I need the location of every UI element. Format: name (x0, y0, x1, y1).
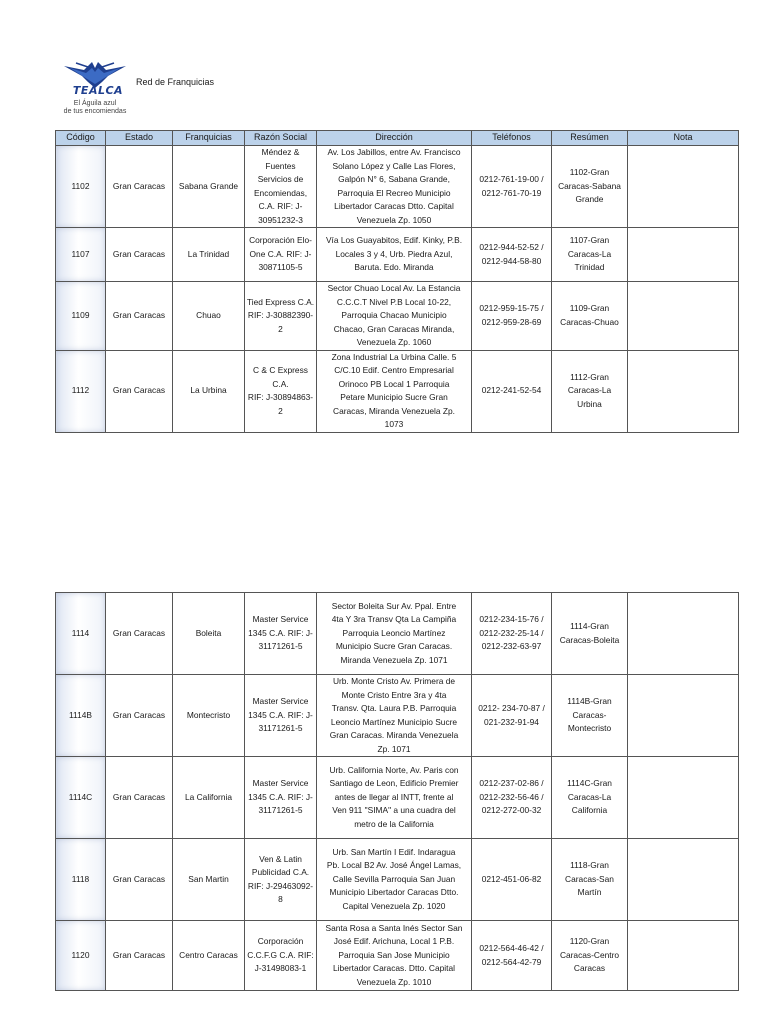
cell-telefonos-line: 0212-451-06-82 (481, 873, 542, 884)
cell-direccion-line: Venezuela Zp. 1010 (356, 976, 432, 987)
cell-razon-social-line: One C.A. RIF: J- (249, 248, 312, 259)
cell-codigo: 1112 (56, 350, 106, 432)
cell-franquicia: Sabana Grande (173, 146, 245, 228)
cell-direccion-line: Urb. San Martín I Edif. Indaragua (332, 846, 456, 857)
cell-telefonos (472, 675, 552, 757)
cell-direccion-line: Orinoco PB Local 1 Parroquia (338, 378, 450, 389)
cell-resumen (552, 146, 628, 228)
cell-direccion-line: Gran Caracas. Miranda Venezuela (329, 730, 459, 740)
cell-resumen (552, 675, 628, 757)
table-row (56, 146, 739, 228)
cell-nota (628, 146, 739, 228)
cell-direccion-line: Locales 3 y 4, Urb. Piedra Azul, (335, 248, 453, 259)
cell-razon-social-line: 30951232-3 (258, 214, 303, 225)
column-header-franquicias: Franquicias (173, 131, 245, 146)
cell-razon-social-line: 1345 C.A. RIF: J- (248, 791, 313, 802)
cell-estado: Gran Caracas (106, 757, 173, 839)
cell-resumen-line: Caracas- (572, 709, 607, 720)
cell-franquicia: Montecristo (173, 675, 245, 757)
cell-direccion (317, 146, 472, 228)
cell-direccion (317, 921, 472, 991)
cell-direccion-line: Libertador Caracas. Dtto. Capital (333, 963, 455, 974)
cell-razon-social-line: C.A. (272, 378, 289, 389)
cell-franquicia: Boleita (173, 593, 245, 675)
cell-razon-social (245, 921, 317, 991)
cell-razon-social-line: C.C.F.G C.A. RIF: (247, 949, 314, 960)
cell-razon-social-line: Master Service (252, 696, 309, 707)
cell-franquicia: Centro Caracas (173, 921, 245, 991)
column-header-resumen: Resúmen (552, 131, 628, 146)
logo-slogan-line1: El Águila azul (73, 100, 117, 107)
cell-razon-social-line: Servicios de (257, 174, 304, 184)
cell-direccion-line: Venezuela Zp. 1050 (356, 214, 432, 225)
cell-resumen-line: 1109-Gran (569, 303, 610, 314)
cell-telefonos-line: 0212-237-02-86 / (479, 778, 544, 789)
cell-direccion-line: Chacao, Gran Caracas Miranda, (333, 323, 455, 334)
cell-estado: Gran Caracas (106, 146, 173, 228)
cell-direccion-line: Ven 911 "SIMA" a una cuadra del (332, 805, 456, 816)
cell-direccion-line: Parroquia San Jose Municipio (338, 949, 450, 960)
cell-estado: Gran Caracas (106, 675, 173, 757)
cell-resumen-line: 1118-Gran (570, 860, 609, 871)
table-row (56, 282, 739, 351)
cell-razon-social (245, 675, 317, 757)
cell-telefonos (472, 146, 552, 228)
cell-razon-social-line: Méndez & (261, 147, 300, 157)
cell-resumen-line: California (571, 805, 608, 816)
cell-telefonos-line: 0212-232-56-46 / (479, 791, 544, 802)
cell-razon-social-line: C & C Express (253, 365, 308, 375)
cell-direccion (317, 593, 472, 675)
cell-resumen-line: Caracas-Chuao (560, 316, 619, 327)
cell-razon-social-line: 1345 C.A. RIF: J- (248, 627, 313, 638)
cell-razon-social-line: RIF: J-30894863- (247, 392, 314, 402)
cell-telefonos (472, 593, 552, 675)
cell-direccion-line: metro de la California (354, 818, 434, 829)
cell-razon-social (245, 282, 317, 351)
cell-direccion-line: Solano López y Calle Las Flores, (332, 160, 456, 171)
column-header-estado: Estado (106, 131, 173, 146)
cell-resumen-line: Grande (575, 194, 604, 205)
cell-resumen-line: Caracas (573, 963, 606, 974)
cell-resumen-line: 1114-Gran (570, 621, 609, 631)
cell-estado: Gran Caracas (106, 228, 173, 282)
cell-franquicia: San Martin (173, 839, 245, 921)
cell-estado: Gran Caracas (106, 839, 173, 921)
cell-direccion-line: Libertador Caracas Dtto. Capital (334, 201, 454, 211)
cell-direccion-line: 1073 (384, 419, 404, 429)
cell-direccion-line: Sector Chuao Local Av. La Estancia (327, 283, 461, 293)
cell-telefonos-line: 021-232-91-94 (484, 716, 539, 727)
cell-direccion-line: Parroquia Leoncio Martínez (342, 627, 446, 638)
cell-direccion (317, 350, 472, 432)
cell-razon-social (245, 839, 317, 921)
cell-resumen (552, 228, 628, 282)
cell-telefonos-line: 0212-944-52-52 / (479, 242, 544, 252)
cell-direccion-line: Santiago de Leon, Edificio Premier (329, 778, 459, 789)
column-header-codigo: Código (56, 131, 106, 146)
cell-direccion-line: Caracas, Miranda Venezuela Zp. (333, 405, 455, 416)
table-row (56, 839, 739, 921)
cell-razon-social-line: RIF: J-30882390- (247, 310, 314, 320)
cell-direccion-line: Galpón N° 6, Sabana Grande, (338, 174, 450, 184)
cell-franquicia: La California (173, 757, 245, 839)
cell-direccion-line: Santa Rosa a Santa Inés Sector San (325, 922, 463, 933)
cell-resumen-line: Caracas-Sabana (558, 180, 621, 191)
franchise-table-1 (55, 130, 739, 433)
cell-razon-social-line: 1345 C.A. RIF: J- (248, 709, 313, 720)
cell-telefonos (472, 839, 552, 921)
cell-razon-social-line: Publicidad C.A. (251, 867, 310, 877)
cell-direccion-line: antes de llegar al INTT, frente al (334, 791, 454, 802)
cell-telefonos-line: 0212-944-58-80 (481, 255, 542, 266)
cell-telefonos-line: 0212-232-63-97 (481, 641, 542, 652)
cell-resumen-line: 1107-Gran (569, 235, 610, 246)
cell-codigo: 1114B (56, 675, 106, 757)
cell-codigo: 1114 (56, 593, 106, 675)
logo-wordmark: TEALCA (72, 84, 124, 97)
cell-direccion (317, 675, 472, 757)
cell-resumen-line: Caracas-La (567, 791, 612, 802)
cell-codigo: 1114C (56, 757, 106, 839)
cell-telefonos-line: 0212-232-25-14 / (479, 627, 544, 638)
cell-razon-social-line: RIF: J-29463092- (247, 880, 314, 891)
cell-razon-social (245, 146, 317, 228)
cell-razon-social-line: 31171261-5 (258, 723, 303, 734)
cell-razon-social (245, 593, 317, 675)
cell-resumen (552, 839, 628, 921)
cell-telefonos-line: 0212-761-70-19 (481, 187, 542, 198)
cell-resumen-line: Urbina (577, 398, 602, 409)
cell-razon-social-line: 2 (278, 323, 283, 334)
cell-razon-social-line: Encomiendas, (253, 187, 308, 198)
cell-razon-social-line: Corporación Elo- (249, 235, 312, 246)
cell-direccion-line: C.C.C.T Nivel P.B Local 10-22, (336, 296, 452, 307)
cell-razon-social-line: Corporación (257, 936, 304, 947)
cell-resumen (552, 593, 628, 675)
column-header-nota: Nota (628, 131, 739, 146)
cell-nota (628, 757, 739, 839)
cell-resumen-line: Caracas-San (565, 873, 614, 884)
cell-telefonos-line: 0212-761-19-00 / (479, 174, 544, 184)
cell-resumen-line: 1114B-Gran (567, 696, 612, 707)
table-row (56, 593, 739, 675)
column-header-telefonos: Teléfonos (472, 131, 552, 146)
cell-telefonos (472, 757, 552, 839)
document-title: Red de Franquicias (136, 77, 215, 87)
cell-resumen (552, 757, 628, 839)
cell-direccion-line: Sector Boleita Sur Av. Ppal. Entre (331, 600, 457, 611)
cell-direccion-line: Baruta. Edo. Miranda (354, 262, 434, 273)
cell-direccion-line: Leoncio Martínez Municipio Sucre (330, 716, 458, 727)
cell-direccion-line: Zona Industrial La Urbina Calle. 5 (331, 351, 457, 362)
cell-direccion-line: Monte Cristo Entre 3ra y 4ta (341, 689, 447, 700)
cell-resumen-line: Caracas-Centro (559, 949, 620, 960)
cell-razon-social-line: Tied Express C.A. (246, 296, 315, 307)
cell-telefonos-line: 0212-564-42-79 (481, 956, 542, 967)
cell-direccion-line: 4ta Y 3ra Transv Qta La Campiña (331, 614, 457, 625)
cell-telefonos-line: 0212-564-46-42 / (479, 943, 544, 953)
table-row (56, 675, 739, 757)
cell-razon-social-line: 30871105-5 (258, 262, 303, 273)
cell-direccion-line: Capital Venezuela Zp. 1020 (342, 900, 446, 911)
cell-codigo: 1120 (56, 921, 106, 991)
cell-telefonos (472, 228, 552, 282)
table-row (56, 757, 739, 839)
cell-direccion (317, 228, 472, 282)
cell-codigo: 1109 (56, 282, 106, 351)
logo-slogan-line2: de tus encomiendas (63, 108, 127, 115)
cell-telefonos-line: 0212-241-52-54 (481, 385, 542, 396)
cell-telefonos-line: 0212-234-15-76 / (479, 614, 544, 625)
franchise-table-2 (55, 592, 739, 991)
cell-resumen-line: 1114C-Gran (567, 778, 612, 789)
cell-razon-social-line: Fuentes (265, 160, 296, 171)
cell-razon-social-line: 31171261-5 (258, 805, 303, 816)
table-row (56, 921, 739, 991)
column-header-direccion: Dirección (317, 131, 472, 146)
cell-razon-social-line: 2 (278, 405, 283, 416)
cell-nota (628, 228, 739, 282)
tealca-logo (58, 58, 138, 120)
cell-direccion (317, 839, 472, 921)
cell-direccion-line: Miranda Venezuela Zp. 1071 (340, 654, 448, 665)
header-row (56, 131, 739, 146)
cell-resumen-line: 1102-Gran (569, 167, 610, 178)
cell-resumen-line: Caracas-La (567, 385, 612, 396)
cell-direccion-line: Vía Los Guayabitos, Edif. Kinky, P.B. (325, 235, 463, 246)
cell-estado: Gran Caracas (106, 282, 173, 351)
cell-razon-social-line: 31171261-5 (258, 641, 303, 652)
cell-franquicia: Chuao (173, 282, 245, 351)
cell-direccion-line: Venezuela Zp. 1060 (356, 337, 432, 347)
cell-nota (628, 839, 739, 921)
cell-direccion-line: Parroquia El Recreo Municipio (337, 187, 451, 198)
table-row (56, 350, 739, 432)
table-row (56, 228, 739, 282)
cell-direccion-line: Parroquia Chacao Municipio (341, 310, 447, 320)
cell-telefonos-line: 0212-272-00-32 (481, 805, 542, 816)
cell-razon-social-line: 8 (278, 894, 283, 904)
cell-direccion-line: Av. Los Jabillos, entre Av. Francisco (327, 147, 461, 157)
cell-resumen-line: Trinidad (574, 262, 605, 273)
cell-direccion-line: Municipio Libertador Caracas Dtto. (329, 887, 459, 898)
cell-resumen-line: 1112-Gran (570, 371, 609, 382)
document-header (58, 58, 358, 120)
cell-razon-social-line: J-31498083-1 (254, 963, 307, 974)
cell-nota (628, 282, 739, 351)
cell-razon-social (245, 228, 317, 282)
cell-direccion (317, 757, 472, 839)
cell-direccion-line: Municipio Sucre Gran Caracas. (335, 641, 453, 652)
cell-codigo: 1118 (56, 839, 106, 921)
cell-nota (628, 921, 739, 991)
cell-direccion-line: Zp. 1071 (377, 743, 411, 754)
cell-resumen-line: Caracas-La (567, 248, 612, 259)
cell-estado: Gran Caracas (106, 593, 173, 675)
cell-telefonos (472, 350, 552, 432)
cell-direccion (317, 282, 472, 351)
cell-razon-social-line: Master Service (252, 778, 309, 789)
cell-resumen (552, 282, 628, 351)
cell-razon-social (245, 757, 317, 839)
cell-telefonos (472, 921, 552, 991)
cell-telefonos (472, 282, 552, 351)
cell-resumen-line: Montecristo (567, 723, 612, 734)
cell-direccion-line: José Edif. Arichuna, Local 1 P.B. (333, 936, 455, 947)
cell-direccion-line: C/C.10 Edif. Centro Empresarial (334, 365, 454, 375)
cell-razon-social (245, 350, 317, 432)
column-header-razon-social: Razón Social (245, 131, 317, 146)
cell-estado: Gran Caracas (106, 921, 173, 991)
cell-resumen (552, 921, 628, 991)
cell-telefonos-line: 0212-959-15-75 / (479, 303, 544, 314)
cell-resumen-line: Martín (577, 887, 602, 898)
cell-direccion-line: Urb. Monte Cristo Av. Primera de (332, 676, 456, 686)
cell-razon-social-line: Ven & Latin (259, 853, 302, 864)
cell-nota (628, 350, 739, 432)
cell-resumen (552, 350, 628, 432)
cell-razon-social-line: Master Service (252, 614, 309, 625)
cell-direccion-line: Urb. California Norte, Av. Paris con (329, 764, 459, 775)
cell-franquicia: La Urbina (173, 350, 245, 432)
cell-direccion-line: Calle Sevilla Parroquia San Juan (332, 873, 456, 884)
cell-direccion-line: Transv. Qta. Laura P.B. Parroquia (331, 703, 457, 713)
cell-resumen-line: Caracas-Boleita (559, 634, 620, 645)
cell-codigo: 1107 (56, 228, 106, 282)
cell-estado: Gran Caracas (106, 350, 173, 432)
cell-codigo: 1102 (56, 146, 106, 228)
cell-direccion-line: Pb. Local B2 Av. José Ángel Lamas, (326, 860, 462, 871)
cell-nota (628, 675, 739, 757)
cell-nota (628, 593, 739, 675)
cell-razon-social-line: C.A. RIF: J- (258, 201, 303, 211)
cell-resumen-line: 1120-Gran (569, 936, 610, 947)
cell-telefonos-line: 0212-959-28-69 (481, 316, 542, 327)
cell-direccion-line: Petare Municipio Sucre Gran (340, 392, 448, 402)
cell-franquicia: La Trinidad (173, 228, 245, 282)
cell-telefonos-line: 0212- 234-70-87 / (478, 703, 545, 713)
